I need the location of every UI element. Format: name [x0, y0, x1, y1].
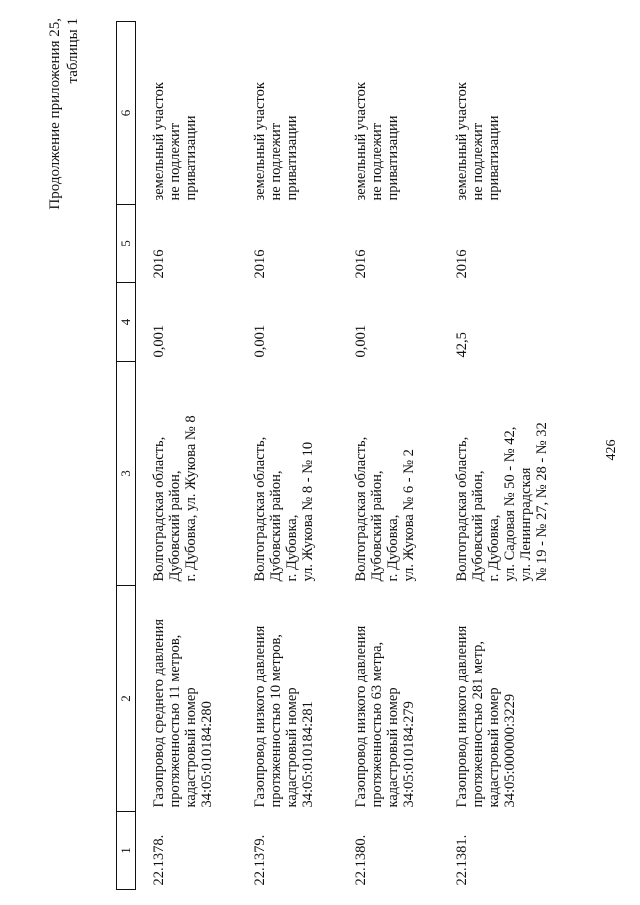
address-line: г. Дубовка,	[486, 514, 502, 582]
continuation-line-1: Продолжение приложения 25,	[47, 18, 63, 210]
row-number: 22.1378.	[151, 834, 167, 886]
object-name-line: протяженностью 281 метр,	[470, 641, 486, 808]
object-name-line: Газопровод низкого давления	[353, 625, 369, 808]
note-cell	[338, 22, 439, 205]
value-cell: 42,5	[454, 332, 470, 358]
table-row	[338, 22, 439, 890]
object-name-line: 34:05:010184:281	[300, 701, 316, 808]
note-line: земельный участок	[353, 82, 369, 201]
address-cell	[237, 362, 338, 586]
note-line: приватизации	[183, 115, 199, 201]
row-number: 22.1380.	[353, 834, 369, 886]
address-line: г. Дубовка, ул. Жукова № 8	[183, 415, 199, 582]
note-line: не подлежит	[470, 122, 486, 201]
object-name-line: протяженностью 10 метров,	[268, 634, 284, 808]
address-cell	[136, 362, 238, 586]
value-cell: 0,001	[353, 324, 369, 358]
note-cell	[237, 22, 338, 205]
address-line: Дубовский район,	[167, 470, 183, 582]
year-cell: 2016	[151, 249, 167, 279]
year-cell: 2016	[252, 249, 268, 279]
column-header: 4	[117, 283, 136, 362]
column-header: 2	[117, 586, 136, 812]
note-line: приватизации	[284, 115, 300, 201]
year-cell: 2016	[454, 249, 470, 279]
column-number-row	[117, 22, 136, 890]
address-cell	[338, 362, 439, 586]
object-name-cell	[338, 586, 439, 812]
note-line: приватизации	[385, 115, 401, 201]
note-line: не подлежит	[369, 122, 385, 201]
object-name-line: кадастровый номер	[486, 687, 502, 808]
address-line: ул. Ленинградская	[518, 467, 534, 582]
object-name-line: протяженностью 11 метров,	[167, 634, 183, 808]
value-cell: 0,001	[151, 324, 167, 358]
continuation-heading	[46, 18, 82, 338]
note-line: земельный участок	[454, 82, 470, 201]
year-cell: 2016	[353, 249, 369, 279]
value-cell: 0,001	[252, 324, 268, 358]
note-line: земельный участок	[151, 82, 167, 201]
property-table	[116, 21, 572, 890]
address-line: Волгоградская область,	[454, 436, 470, 582]
object-name-line: Газопровод среднего давления	[151, 619, 167, 808]
object-name-cell	[439, 586, 572, 812]
address-line: Волгоградская область,	[252, 436, 268, 582]
note-line: не подлежит	[268, 122, 284, 201]
table-row	[136, 22, 238, 890]
address-cell	[439, 362, 572, 586]
object-name-cell	[136, 586, 238, 812]
address-line: ул. Садовая № 50 - № 42,	[502, 426, 518, 582]
object-name-line: протяженностью 63 метра,	[369, 641, 385, 808]
row-number: 22.1379.	[252, 834, 268, 886]
note-cell	[439, 22, 572, 205]
column-header: 6	[117, 22, 136, 205]
continuation-line-2: таблицы 1	[65, 18, 81, 84]
object-name-line: Газопровод низкого давления	[454, 625, 470, 808]
note-cell	[136, 22, 238, 205]
note-line: приватизации	[486, 115, 502, 201]
address-line: г. Дубовка,	[385, 514, 401, 582]
address-line: Дубовский район,	[470, 470, 486, 582]
page-number: 426	[604, 439, 619, 461]
address-line: Дубовский район,	[268, 470, 284, 582]
column-header: 1	[117, 812, 136, 890]
object-name-line: кадастровый номер	[183, 687, 199, 808]
address-line: ул. Жукова № 6 - № 2	[401, 449, 417, 582]
address-line: № 19 - № 27, № 28 - № 32	[534, 422, 550, 582]
object-name-line: 34:05:000000:3229	[502, 693, 518, 808]
note-line: не подлежит	[167, 122, 183, 201]
object-name-line: 34:05:010184:279	[401, 701, 417, 808]
table-row	[237, 22, 338, 890]
object-name-line: 34:05:010184:280	[199, 701, 215, 808]
object-name-cell	[237, 586, 338, 812]
object-name-line: Газопровод низкого давления	[252, 625, 268, 808]
address-line: Дубовский район,	[369, 470, 385, 582]
note-line: земельный участок	[252, 82, 268, 201]
column-header: 5	[117, 205, 136, 283]
column-header: 3	[117, 362, 136, 586]
address-line: ул. Жукова № 8 - № 10	[300, 441, 316, 582]
address-line: Волгоградская область,	[353, 436, 369, 582]
object-name-line: кадастровый номер	[284, 687, 300, 808]
address-line: Волгоградская область,	[151, 436, 167, 582]
table-row	[439, 22, 572, 890]
object-name-line: кадастровый номер	[385, 687, 401, 808]
address-line: г. Дубовка,	[284, 514, 300, 582]
row-number: 22.1381.	[454, 834, 470, 886]
